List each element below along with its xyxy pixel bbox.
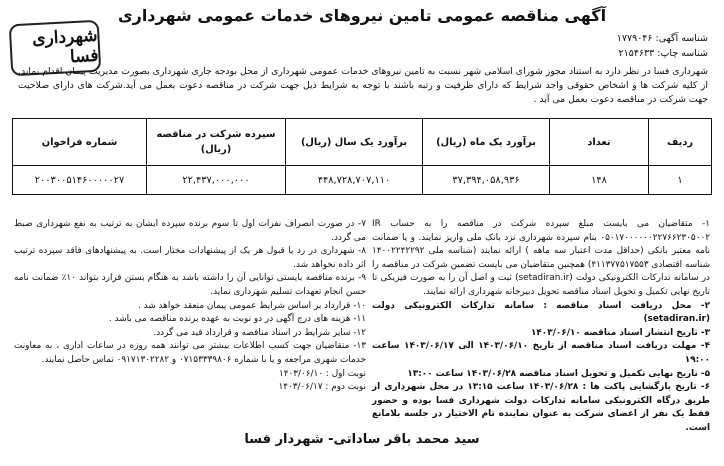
condition-2: ۲- محل دریافت اسناد مناقصه : سامانه تدارکات الکترونیکی دولت (setadiran.ir) bbox=[372, 300, 710, 325]
condition-8: ۸- شهرداری در رد یا قبول هر یک از پیشنهادات مختار است. به پیشنهادهای فاقد سپرده ترتیب اثر داده نخواهد شد. bbox=[14, 246, 366, 270]
condition-4: ۴- مهلت دریافت اسناد مناقصه از تاریخ ۱۴۰۳/۰۶/۱۰ الی ۱۴۰۳/۰۶/۱۷ ساعت ۱۹:۰۰ bbox=[372, 341, 710, 365]
first-publication-date: نوبت اول : ۱۴۰۳/۰۶/۱۰ bbox=[278, 368, 366, 379]
condition-7: ۷- در صورت انصراف نفرات اول تا سوم برنده سپرده ایشان به ترتیب به نفع شهرداری ضبط می گردد. bbox=[14, 219, 366, 243]
header-monthly-estimate: برآورد یک ماه (ریال) bbox=[423, 119, 550, 166]
mayor-signature: سید محمد باقر ساداتی- شهردار فسا bbox=[244, 432, 480, 447]
condition-10: ۱۰- قرارداد بر اساس شرایط عمومی پیمان منعقد خواهد شد . bbox=[137, 300, 366, 311]
tender-table bbox=[12, 118, 712, 195]
condition-1: ۱- متقاضیان می بایست مبلغ سپرده شرکت در مناقصه را به حساب IR ۰۵۰۱۷۰۰۰۰۰۰۲۲۷۶۶۲۳۰۵۰۰۲ بنام سپرده شهرداری نزد بانک ملی واریز نمایند. و یا ضمانت نامه معتبر بانکی (حداقل مدت اعتبار سه ماهه ) ارائه نمایند (شناسه ملی ۱۴۰۰۲۲۴۲۲۹۲ شناسه اقتصادی ۴۱۱۳۷۷۵۱۷۵۵۳) همچنین متقاضیان می بایست تضمین شرکت در مناقصه را در سامانه تدارکات الکترونیکی دولت (setadiran.ir) ثبت و اصل آن را به صورت فیزیکی تا تاریخ نهایی تکمیل و تحویل اسناد مناقصه تحویل دبیرخانه شهرداری ارائه نمایند. bbox=[372, 219, 711, 297]
header-call-number: شماره فراخوان bbox=[13, 119, 147, 166]
conditions-left-column bbox=[14, 218, 366, 395]
condition-6: ۶- تاریخ بازگشایی پاکت ها : ۱۴۰۳/۰۶/۲۸ ساعت ۱۳:۱۵ در محل شهرداری از طریق درگاه الکترونیکی سامانه تدارکات دولت شهرداری فسا بوده و حضور فقط یک نفر از اعضای شرکت به عنوان نماینده تام الاختیار در جلسه بلامانع است. bbox=[372, 382, 711, 433]
logo-text: شهرداری فسا bbox=[31, 25, 99, 68]
header-deposit: سپرده شرکت در مناقصه (ریال) bbox=[147, 119, 286, 166]
cell-row-no: ۱ bbox=[649, 166, 712, 195]
cell-monthly-estimate: ۳۷,۳۹۴,۰۵۸,۹۳۶ bbox=[423, 166, 550, 195]
condition-5: ۵- تاریخ نهایی تکمیل و تحویل اسناد مناقصه ۱۴۰۳/۰۶/۲۸ ساعت ۱۳:۰۰ bbox=[407, 368, 710, 379]
second-publication-date: نوبت دوم : ۱۴۰۳/۰۶/۱۷ bbox=[278, 382, 366, 393]
intro-paragraph: شهرداری فسا در نظر دارد به استناد مجوز شورای اسلامی شهر نسبت به تامین نیروهای خدمات عمومی شهرداری از محل بودجه جاری شهرداری بصورت مدیریت پیمان اقدام نماید. از کلیه شرکت ها و اشخاص حقوقی واجد شرایط که دارای ظرفیت و رتبه باشند با توجه به شرایط ذیل جهت شرکت در مناقصه دعوت بعمل می آید.شرکت های دارای صلاحیت جهت شرکت در مناقصه دعوت بعمل می آید . bbox=[18, 66, 708, 105]
notice-title: آگهی مناقصه عمومی تامین نیروهای خدمات عمومی شهرداری bbox=[117, 6, 607, 25]
condition-12: ۱۲- سایر شرایط در اسناد مناقصه و قرارداد قید می گردد. bbox=[153, 327, 366, 338]
cell-yearly-estimate: ۴۴۸,۷۲۸,۷۰۷,۱۱۰ bbox=[286, 166, 423, 195]
condition-3: ۳- تاریخ انتشار اسناد مناقصه ۱۴۰۳/۰۶/۱۰ bbox=[530, 327, 710, 338]
print-id: شناسه چاپ: ۲۱۵۴۶۳۳ bbox=[618, 48, 708, 59]
notice-id: شناسه آگهی: ۱۷۷۹۰۴۶ bbox=[616, 33, 708, 44]
condition-11: ۱۱- هزینه های درج آگهی در دو نوبت به عهده برنده مناقصه می باشد . bbox=[108, 314, 366, 325]
conditions-right-column bbox=[372, 218, 710, 436]
table-header-row bbox=[13, 119, 712, 166]
condition-9: ۹- برنده مناقصه بایستی توانایی آن را داشته باشد به هنگام بستن قرارد بتواند ۱۰٪ ضمانت نامه حسن انجام تعهدات تسلیم شهرداری نماید. bbox=[14, 273, 366, 297]
cell-call-number: ۲۰۰۳۰۰۵۱۴۶۰۰۰۰۰۲۷ bbox=[13, 166, 147, 195]
cell-count: ۱۴۸ bbox=[550, 166, 649, 195]
header-row-no: ردیف bbox=[649, 119, 712, 166]
table-row bbox=[13, 166, 712, 195]
condition-13: ۱۳- متقاضیان جهت کسب اطلاعات بیشتر می توانند همه روزه در ساعات اداری ، به معاونت خدمات شهری مراجعه و یا با شماره ۰۷۱۵۳۳۳۹۸۰۶ و ۰۹۱۷۱۳۰۲۲۸۲ تماس حاصل نمایند. bbox=[14, 341, 366, 365]
header-yearly-estimate: برآورد یک سال (ریال) bbox=[286, 119, 423, 166]
cell-deposit: ۲۲,۴۳۷,۰۰۰,۰۰۰ bbox=[147, 166, 286, 195]
header-count: تعداد bbox=[550, 119, 649, 166]
